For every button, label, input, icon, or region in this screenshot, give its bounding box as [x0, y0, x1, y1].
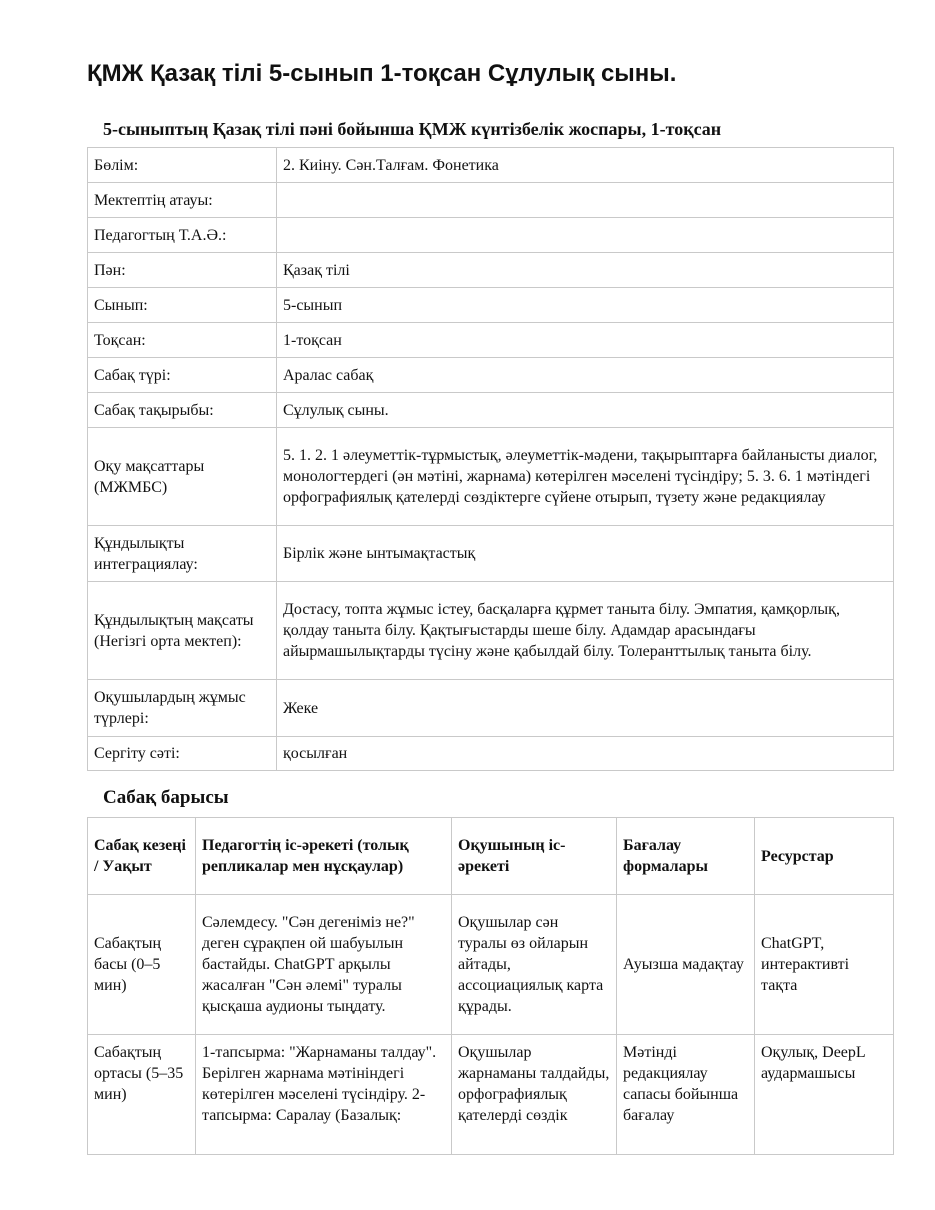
stage-cell: Сабақтың ортасы (5–35 мин) [88, 1035, 196, 1155]
lesson-section-title: Сабақ барысы [103, 787, 229, 808]
info-value: қосылған [277, 737, 894, 771]
student-activity-cell: Оқушылар сән туралы өз ойларын айтады, ассоциациялық карта құрады. [452, 895, 617, 1035]
assessment-cell: Ауызша мадақтау [617, 895, 755, 1035]
table-row [88, 1035, 894, 1155]
table-row [88, 358, 894, 393]
info-label: Тоқсан: [88, 323, 277, 358]
table-row [88, 737, 894, 771]
info-label: Педагогтың Т.А.Ә.: [88, 218, 277, 253]
info-value: Достасу, топта жұмыс істеу, басқаларға құрмет таныта білу. Эмпатия, қамқорлық, қолдау таныта білу. Қақтығыстарды шеше білу. Адамдар арасындағы айырмашылықтарды түсіну және қабылдай білу. Толеранттылық таныта білу. [277, 582, 894, 680]
info-label: Сергіту сәті: [88, 737, 277, 771]
info-label: Сабақ тақырыбы: [88, 393, 277, 428]
table-row [88, 428, 894, 526]
info-value [277, 183, 894, 218]
teacher-activity-cell: 1-тапсырма: "Жарнаманы талдау". Берілген жарнама мәтініндегі көтерілген мәселені түсіндіру. 2-тапсырма: Саралау (Базалық: [196, 1035, 452, 1155]
info-value: 2. Киіну. Сән.Талғам. Фонетика [277, 148, 894, 183]
column-header: Педагогтің іс-әрекеті (толық репликалар мен нұсқаулар) [196, 818, 452, 895]
lesson-flow-table [87, 817, 894, 1155]
lesson-info-table [87, 147, 894, 771]
table-row [88, 680, 894, 737]
table-row [88, 148, 894, 183]
info-value: Қазақ тілі [277, 253, 894, 288]
teacher-activity-cell: Сәлемдесу. "Сән дегеніміз не?" деген сұрақпен ой шабуылын бастайды. ChatGPT арқылы жасалған "Сән әлемі" туралы қысқаша аудионы тыңдату. [196, 895, 452, 1035]
plan-subtitle: 5-сыныптың Қазақ тілі пәні бойынша ҚМЖ күнтізбелік жоспары, 1-тоқсан [103, 119, 722, 139]
table-row [88, 526, 894, 582]
info-value: 5. 1. 2. 1 әлеуметтік-тұрмыстық, әлеуметтік-мәдени, тақырыптарға байланысты диалог, монологтердегі (ән мәтіні, жарнама) көтерілген мәселені түсіндіру; 5. 3. 6. 1 мәтіндегі орфографиялық қателерді сөздіктерге сүйене отырып, түзету және редакциялау [277, 428, 894, 526]
info-label: Құндылықтың мақсаты (Негізгі орта мектеп): [88, 582, 277, 680]
table-row [88, 582, 894, 680]
column-header: Сабақ кезеңі / Уақыт [88, 818, 196, 895]
info-value [277, 218, 894, 253]
stage-cell: Сабақтың басы (0–5 мин) [88, 895, 196, 1035]
info-value: Жеке [277, 680, 894, 737]
info-label: Бөлім: [88, 148, 277, 183]
resources-cell: Оқулық, DeepL аудармашысы [755, 1035, 894, 1155]
info-label: Оқушылардың жұмыс түрлері: [88, 680, 277, 737]
info-value: Аралас сабақ [277, 358, 894, 393]
table-row [88, 393, 894, 428]
info-label: Құндылықты интеграциялау: [88, 526, 277, 582]
column-header: Ресурстар [755, 818, 894, 895]
assessment-cell: Мәтінді редакциялау сапасы бойынша бағалау [617, 1035, 755, 1155]
info-value: Сұлулық сыны. [277, 393, 894, 428]
info-label: Сабақ түрі: [88, 358, 277, 393]
info-value: Бірлік және ынтымақтастық [277, 526, 894, 582]
student-activity-cell: Оқушылар жарнаманы талдайды, орфографиялық қателерді сөздік [452, 1035, 617, 1155]
document-title: ҚМЖ Қазақ тілі 5-сынып 1-тоқсан Сұлулық сыны. [87, 60, 677, 87]
table-row [88, 183, 894, 218]
column-header: Бағалау формалары [617, 818, 755, 895]
info-label: Оқу мақсаттары (МЖМБС) [88, 428, 277, 526]
table-header-row [88, 818, 894, 895]
table-row [88, 253, 894, 288]
info-value: 5-сынып [277, 288, 894, 323]
resources-cell: ChatGPT, интерактивті тақта [755, 895, 894, 1035]
info-value: 1-тоқсан [277, 323, 894, 358]
column-header: Оқушының іс-әрекеті [452, 818, 617, 895]
table-row [88, 218, 894, 253]
info-label: Пән: [88, 253, 277, 288]
table-row [88, 288, 894, 323]
info-label: Мектептің атауы: [88, 183, 277, 218]
info-label: Сынып: [88, 288, 277, 323]
table-row [88, 895, 894, 1035]
table-row [88, 323, 894, 358]
